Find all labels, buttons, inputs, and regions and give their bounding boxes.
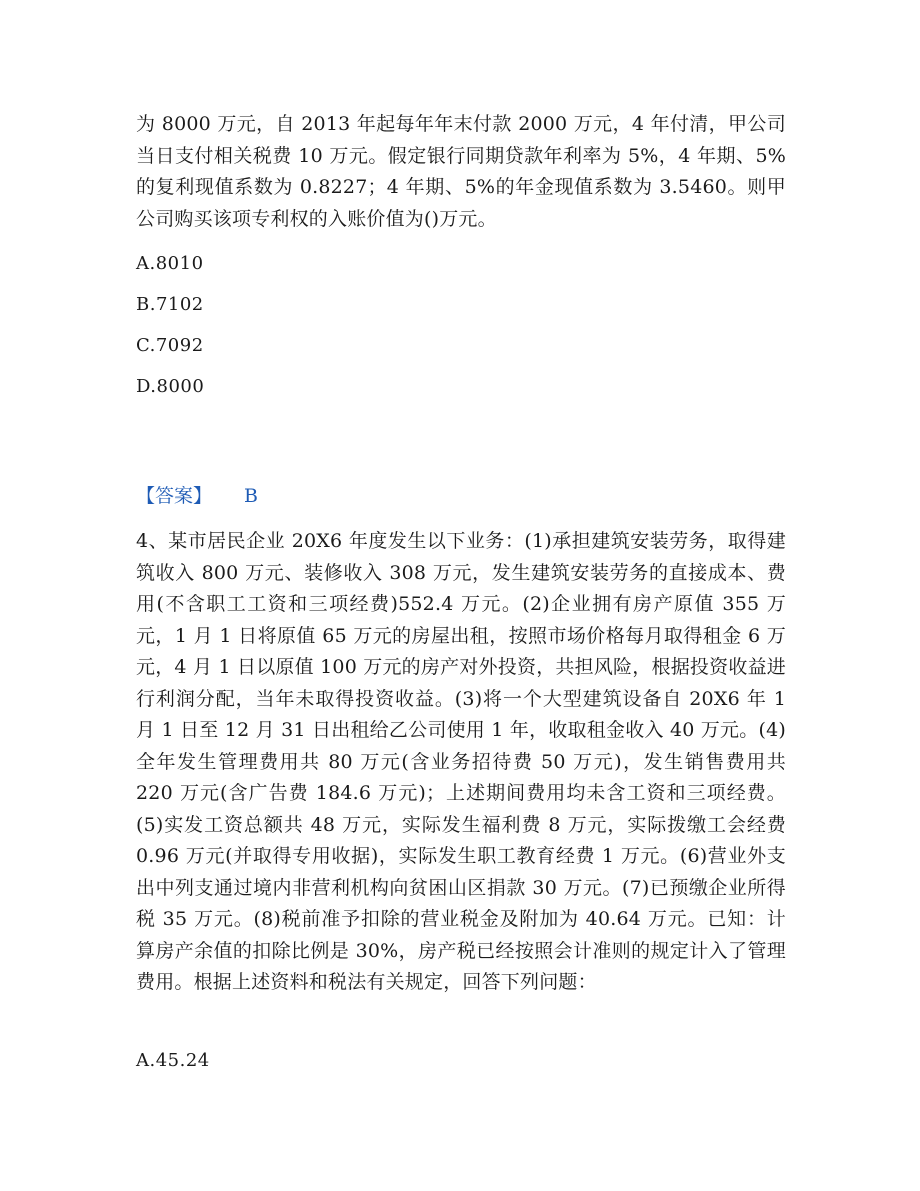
option-d: D.8000	[136, 376, 205, 397]
question-3-text: 为 8000 万元，自 2013 年起每年年末付款 2000 万元，4 年付清，甲公司当日支付相关税费 10 万元。假定银行同期贷款年利率为 5%，4 年期、5%的复利现值系数为 0.8227；4 年期、5%的年金现值系数为 3.5460。则甲公司购买该项专利权的入账价值为()万元。	[136, 113, 786, 230]
option-a: A.8010	[136, 253, 204, 274]
question-4-option-a: A.45.24	[136, 1050, 210, 1071]
answer-line	[136, 483, 258, 509]
option-c: C.7092	[136, 335, 204, 356]
option-b: B.7102	[136, 294, 204, 315]
answer-label: 【答案】	[136, 485, 213, 507]
answer-value: B	[244, 485, 258, 507]
question-4-text: 4、某市居民企业 20X6 年度发生以下业务：(1)承担建筑安装劳务，取得建筑收入 800 万元、装修收入 308 万元，发生建筑安装劳务的直接成本、费用(不含职工工资和三项经费)552.4 万元。(2)企业拥有房产原值 355 万元，1 月 1 日将原值 65 万元的房屋出租，按照市场价格每月取得租金 6 万元，4 月 1 日以原值 100 万元的房产对外投资，共担风险，根据投资收益进行利润分配，当年未取得投资收益。(3)将一个大型建筑设备自 20X6 年 1 月 1 日至 12 月 31 日出租给乙公司使用 1 年，收取租金收入 40 万元。(4)全年发生管理费用共 80 万元(含业务招待费 50 万元)，发生销售费用共 220 万元(含广告费 184.6 万元)；上述期间费用均未含工资和三项经费。(5)实发工资总额共 48 万元，实际发生福利费 8 万元，实际拨缴工会经费 0.96 万元(并取得专用收据)，实际发生职工教育经费 1 万元。(6)营业外支出中列支通过境内非营利机构向贫困山区捐款 30 万元。(7)已预缴企业所得税 35 万元。(8)税前准予扣除的营业税金及附加为 40.64 万元。已知：计算房产余值的扣除比例是 30%，房产税已经按照会计准则的规定计入了管理费用。根据上述资料和税法有关规定，回答下列问题：	[136, 530, 786, 993]
